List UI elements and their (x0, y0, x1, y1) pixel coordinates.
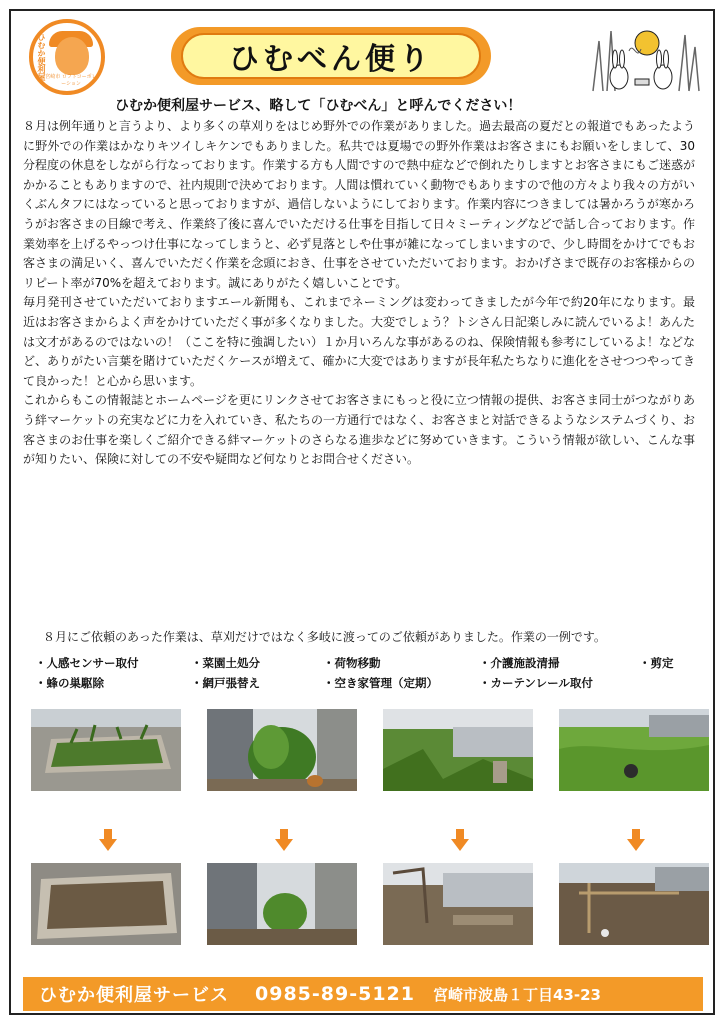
before-photo-side-yard (207, 709, 357, 791)
task-item: ・網戸張替え (191, 676, 260, 690)
arrow-down-icon (99, 829, 117, 851)
after-photo-planter (31, 863, 181, 945)
arrow-down-icon (275, 829, 293, 851)
task-item: ・剪定 (639, 656, 674, 670)
task-item: ・蜂の巣駆除 (35, 676, 104, 690)
phone-number: 0985-89-5121 (255, 983, 415, 1005)
rabbits-moon-illustration (589, 21, 701, 93)
newsletter-page (9, 9, 715, 1015)
title-banner (171, 27, 491, 85)
article-paragraph: これからもこの情報誌とホームページを更にリンクさせてお客さまにもっと役に立つ情報の提供、お客さま同士がつながりあう絆マーケットの充実などに力を入れていき、私たちの一方通行ではなく、お客さまと対話できるようなシステムづくり、お客さまのお仕事を楽しくご紹介できる絆マーケットのさらなる進歩などに努めていきます。こういう情報が欲しい、こんな事が知りたい、保険に対しての不安や疑問など何なりとお問合せください。 (23, 393, 695, 467)
company-logo (29, 19, 105, 95)
after-photo-cleared-garden (383, 863, 533, 945)
before-photo-overgrown-garden (383, 709, 533, 791)
logo-text: ひむか便利屋 (37, 33, 46, 81)
subtitle: ひむか便利屋サービス、略して「ひむべん」と呼んでください！ (115, 98, 522, 114)
task-item: ・空き家管理（定期） (323, 676, 438, 690)
article-paragraph: ８月は例年通りと言うより、より多くの草刈りをはじめ野外での作業がありました。過去最高の夏だとの報道でもあったように野外での作業はかなりキツイしキケンでもありました。私共では夏場での野外作業はお客さまにもお願いをしまして、30分程度の休息をしながら行なっております。作業する方も人間ですので熱中症などで倒れたりしますとお客さまにもご迷惑がかかることもありますので、社内規則で決めております。人間は慣れていく動物でもありますので他の方々より我々の方がいくぶんタフにはなっていると思っておりますが、過信しないようにしております。作業内容につきましては暑かろうが寒かろうがお客さまの目線で考え、作業終了後に喜んでいただける仕事を目指して日々ミーティングなどで話し合っております。作業効率を上げるやっつけ仕事になってしまうと、必ず見落としや仕事が雑になってしまいますので、少し時間をかけてでもお客さまの満足いく、喜んでいただく作業を念頭におき、仕事をさせていただいております。おかげさまで既存のお客様からのリピート率が70%を超えております。誠にありがたく嬉しいことです。 (23, 119, 695, 290)
footer-bar (23, 977, 703, 1011)
task-item: ・荷物移動 (323, 656, 381, 670)
article-body (23, 117, 695, 470)
after-photo-side-yard (207, 863, 357, 945)
before-photo-planter (31, 709, 181, 791)
task-item: ・介護施設清掃 (479, 656, 560, 670)
task-item: ・人感センサー取付 (35, 656, 139, 670)
before-after-photos (31, 709, 697, 973)
before-photo-grass-lawn (559, 709, 709, 791)
arrow-down-icon (451, 829, 469, 851)
task-item: ・カーテンレール取付 (479, 676, 593, 690)
task-item: ・菜園土処分 (191, 656, 260, 670)
arrow-down-icon (627, 829, 645, 851)
task-list (35, 655, 695, 695)
after-photo-cleared-lawn (559, 863, 709, 945)
page-title: ひむべん便り (229, 42, 433, 77)
article-paragraph: 毎月発刊させていただいておりますエール新聞も、これまでネーミングは変わってきましたが今年で約20年になります。最近はお客さまからよく声をかけていただく事が多くなりました。大変でしょう？トシさん日記楽しみに読んでいるよ！あんたは文才があるのではないの！（ここを特に強調したい）１か月いろんな事があるのね、保険情報も参考にしているよ！などなど、ありがたい言葉を賭けていただくケースが増えて、確かに大変ではありますが長年私たちなりに進化をさせつつやってきて良かった！と心から思います。 (23, 295, 696, 388)
logo-subtext: 宮崎市 ロフトコーポレーション (45, 74, 97, 87)
company-name: ひむか便利屋サービス (39, 985, 229, 1006)
address: 宮崎市波島１丁目43-23 (432, 985, 601, 1004)
work-intro: ８月にご依頼のあった作業は、草刈だけではなく多岐に渡ってのご依頼がありました。作業の一例です。 (43, 630, 606, 644)
